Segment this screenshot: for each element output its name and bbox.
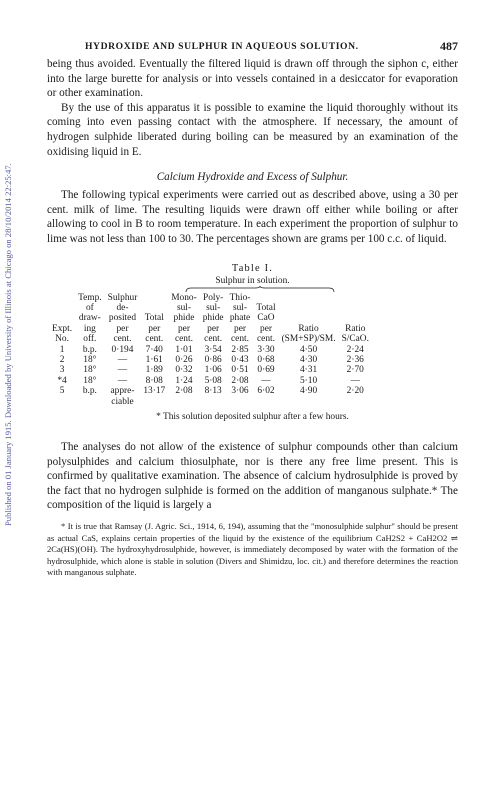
header-line: cent.	[257, 334, 275, 345]
table-cell: —	[117, 354, 128, 365]
table-cell: —	[261, 375, 271, 386]
table-cell: 3	[59, 365, 65, 376]
table-cell: 5	[59, 386, 65, 397]
table-title: Table I.	[231, 262, 274, 274]
header-line: per	[207, 323, 220, 334]
table-cell: 1·01	[175, 344, 193, 355]
table-cell: 5·08	[204, 375, 222, 386]
table-cell: 6·02	[257, 386, 275, 397]
table-cell: 5·10	[299, 375, 318, 386]
table-cell: 4·31	[299, 365, 318, 376]
table-cell: 0·26	[175, 354, 193, 365]
header-line: CaO	[257, 313, 275, 324]
header-line: of	[85, 302, 94, 313]
table-cell: 1·06	[204, 365, 222, 376]
running-header	[47, 41, 458, 57]
footnote: * It is true that Ramsay (J. Agric. Sci., 1914, 6, 194), assuming that the "monosulphide sulphur" should be present as actual CaS, explains certain properties of the liquid by the existence of the equilibrium CaH2S2 + CaH2O2 ⇌ 2Ca(HS)(OH). The hydroxyhydrosulphide, however, is immediately decomposed by water with the formation of the hydrosulphide, which alone is stable in solution (Divers and Shimidzu, loc. cit.) and therefore determines the reaction with manganous sulphate.	[47, 520, 458, 578]
table-row	[49, 345, 372, 355]
header-line: sul-	[176, 302, 191, 313]
table-cell: 0·86	[204, 354, 222, 365]
table-cell: 18°	[83, 365, 97, 376]
header-line: cent.	[145, 334, 164, 345]
header-line: cent.	[204, 334, 223, 345]
header-line: cent.	[174, 334, 193, 345]
page-number: 487	[440, 39, 458, 53]
table-cell: 2·20	[346, 386, 364, 397]
journal-page	[47, 41, 458, 579]
header-line: Temp.	[78, 292, 102, 303]
header-line: No.	[55, 334, 69, 345]
table-cell: 8·13	[204, 386, 222, 397]
table-row	[49, 386, 372, 407]
table-row	[49, 355, 372, 365]
table-cell: 4·30	[299, 354, 318, 365]
header-line: Mono-	[171, 292, 197, 303]
section-heading: Calcium Hydroxide and Excess of Sulphur.	[156, 171, 349, 184]
table-header-cell	[200, 293, 227, 345]
header-line: S/CaO.	[341, 334, 369, 345]
table-subtitle: Sulphur in solution.	[215, 275, 290, 286]
table-brace	[185, 286, 335, 293]
header-line: Sulphur	[107, 292, 138, 303]
table-cell: 8·08	[145, 375, 163, 386]
table-header-cell	[279, 293, 339, 345]
table-cell: 0·51	[231, 365, 249, 376]
download-watermark: Published on 01 January 1915. Downloaded by University of Illinois at Chicago on 28/10/2014 22:25:47.	[3, 163, 13, 527]
table-row	[49, 376, 372, 386]
table-cell: 3·30	[257, 344, 275, 355]
table-header-cell	[49, 293, 75, 345]
header-line: de-	[116, 302, 129, 313]
table-cell: —	[350, 375, 360, 386]
table-cell: *4	[57, 375, 67, 386]
header-line: off.	[83, 334, 97, 345]
table-cell: —	[117, 375, 128, 386]
header-line: phide	[202, 313, 224, 324]
table-cell: 0·32	[175, 365, 193, 376]
header-line: phate	[229, 313, 251, 324]
header-line: Thio-	[229, 292, 251, 303]
table-cell: 0·68	[257, 354, 275, 365]
table-header-cell	[140, 293, 168, 345]
table-cell: 2·24	[346, 344, 364, 355]
header-line: per	[234, 323, 246, 334]
header-line: sul-	[206, 302, 221, 313]
table-header-cell	[253, 293, 278, 345]
table-cell: 3·54	[204, 344, 222, 355]
table-cell: —	[117, 365, 128, 376]
table-header-cell	[105, 293, 141, 345]
header-line: cent.	[113, 334, 132, 345]
table-cell: 2·08	[175, 386, 193, 397]
table-body	[49, 345, 372, 407]
paragraph-3: The following typical experiments were carried out as described above, using a 30 per cent. milk of lime. The resulting liquids were drawn off either while boiling or after allowing to cool in B to room temperature. In each experiment the proportion of sulphur to lime was not less than 100 to 30. The percentages shown are grams per 100 c.c. of liquid.	[47, 189, 458, 245]
header-line: Poly-	[202, 292, 224, 303]
header-line: per	[177, 323, 190, 334]
data-table	[49, 293, 372, 407]
table-cell: appre- ciable	[110, 386, 135, 407]
table-cell: 2·36	[346, 354, 364, 365]
paragraph-4: The analyses do not allow of the existence of sulphur compounds other than calcium polysulphides and calcium thiosulphate, nor is there any free lime present. This is confirmed by qualitative examination. The absence of calcium hydrosulphide is proved by the fact that no hydrogen sulphide is formed on the addition of manganous sulphate.* The composition of the liquid is largely a	[47, 441, 458, 512]
table-cell: 4·50	[299, 344, 318, 355]
header-line: Total	[144, 313, 164, 324]
header-line: Total	[256, 302, 276, 313]
table-cell: 4·90	[299, 386, 318, 397]
header-line: per	[260, 323, 272, 334]
table-header-cell	[339, 293, 372, 345]
header-line: Ratio	[298, 323, 319, 334]
table-header-cell	[168, 293, 200, 345]
brace-icon	[185, 286, 335, 293]
table-cell: 1·61	[145, 354, 163, 365]
table-cell: 2	[59, 354, 65, 365]
table-header-cell	[75, 293, 105, 345]
paragraph-1: being thus avoided. Eventually the filtered liquid is drawn off through the siphon c, either into the large burette for analysis or into vessels contained in a desiccator for evaporation or other examination.	[47, 58, 458, 100]
header-line: Ratio	[345, 323, 366, 334]
header-line: (SM+SP)/SM.	[281, 334, 336, 345]
table-cell: 2·08	[231, 375, 249, 386]
paragraph-2: By the use of this apparatus it is possible to examine the liquid thoroughly without its coming into even passing contact with the atmosphere. If necessary, the amount of hydrogen sulphide liberated during boiling can be measured by an examination of the oxidising liquid in E.	[47, 101, 458, 158]
header-line: ing	[83, 323, 96, 334]
table-cell: 18°	[83, 375, 97, 386]
table-cell: b.p.	[82, 386, 97, 397]
table-cell: 0·194	[111, 344, 134, 355]
table-cell: b.p.	[82, 344, 97, 355]
header-line: cent.	[231, 334, 249, 345]
header-line: Expt.	[52, 323, 73, 334]
table-cell: 0·69	[257, 365, 275, 376]
header-line: per	[148, 323, 161, 334]
table-cell: 2·85	[231, 344, 249, 355]
running-title: HYDROXIDE AND SULPHUR IN AQUEOUS SOLUTION.	[85, 41, 359, 52]
table-cell: 13·17	[143, 386, 166, 397]
table-cell: 1	[59, 344, 65, 355]
table-cell: 1·24	[175, 375, 193, 386]
header-line: phide	[173, 313, 195, 324]
table-cell: 3·06	[231, 386, 249, 397]
table-cell: 1·89	[145, 365, 163, 376]
header-line: posited	[108, 313, 137, 324]
table-footnote: * This solution deposited sulphur after a few hours.	[156, 412, 349, 422]
table-header-row	[49, 293, 372, 345]
table-cell: 0·43	[231, 354, 249, 365]
table-cell: 2·70	[346, 365, 364, 376]
table-header-cell	[227, 293, 254, 345]
table-cell: 18°	[83, 354, 97, 365]
header-line: sul-	[232, 302, 248, 313]
table-row	[49, 365, 372, 375]
table-cell: 7·40	[145, 344, 163, 355]
header-line: draw-	[78, 313, 101, 324]
header-line: per	[116, 323, 129, 334]
